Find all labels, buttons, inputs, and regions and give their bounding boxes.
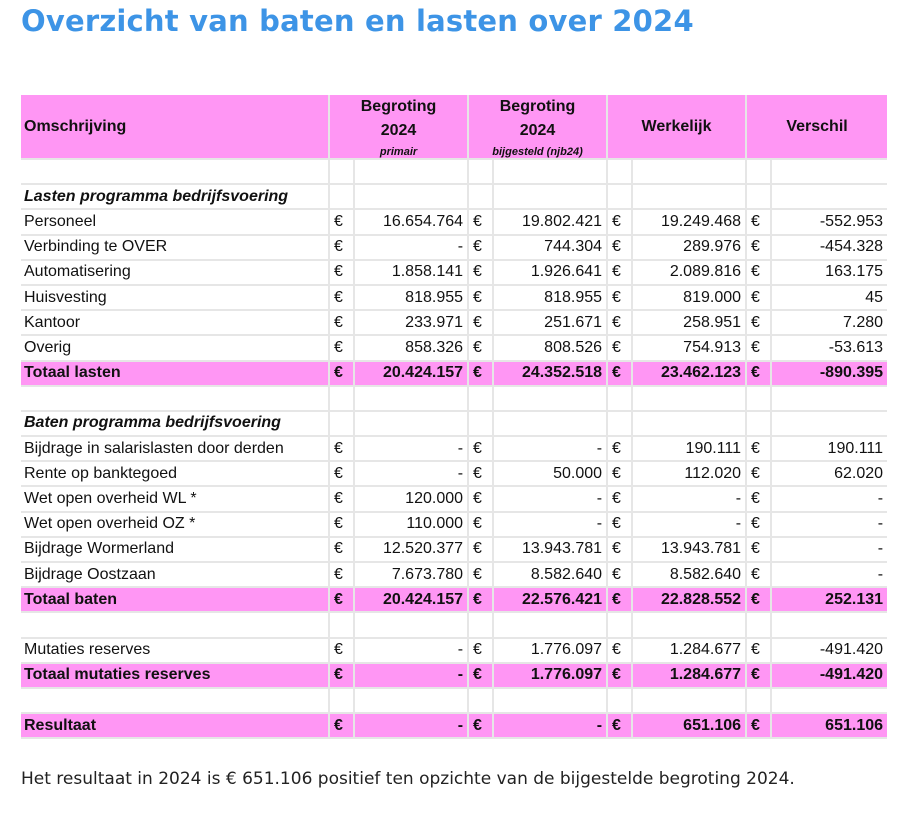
table-row bbox=[21, 638, 887, 663]
row-label: Overig bbox=[21, 335, 329, 360]
currency-symbol: € bbox=[329, 235, 354, 260]
currency-symbol bbox=[607, 688, 632, 713]
table-header-row bbox=[21, 95, 887, 159]
amount-cell: 251.671 bbox=[493, 310, 607, 335]
currency-symbol bbox=[329, 612, 354, 637]
table-row bbox=[21, 260, 887, 285]
amount-cell: 62.020 bbox=[771, 461, 887, 486]
total-row bbox=[21, 587, 887, 612]
result-note: Het resultaat in 2024 is € 651.106 positief ten opzichte van de bijgestelde begroting 2024. bbox=[21, 769, 795, 789]
amount-cell: 163.175 bbox=[771, 260, 887, 285]
row-label: Totaal lasten bbox=[21, 361, 329, 386]
amount-cell: - bbox=[493, 436, 607, 461]
amount-cell bbox=[354, 612, 468, 637]
amount-cell bbox=[771, 411, 887, 436]
amount-cell: 808.526 bbox=[493, 335, 607, 360]
amount-cell: 1.776.097 bbox=[493, 663, 607, 688]
amount-cell: 22.576.421 bbox=[493, 587, 607, 612]
currency-symbol bbox=[607, 612, 632, 637]
row-label bbox=[21, 386, 329, 411]
header-actual bbox=[607, 95, 746, 159]
currency-symbol: € bbox=[329, 663, 354, 688]
amount-cell: 12.520.377 bbox=[354, 537, 468, 562]
row-label: Bijdrage in salarislasten door derden bbox=[21, 436, 329, 461]
currency-symbol bbox=[746, 184, 771, 209]
currency-symbol: € bbox=[468, 562, 493, 587]
header-description: Omschrijving bbox=[21, 95, 329, 159]
amount-cell: 818.955 bbox=[493, 285, 607, 310]
currency-symbol: € bbox=[468, 436, 493, 461]
currency-symbol bbox=[607, 184, 632, 209]
amount-cell: - bbox=[632, 486, 746, 511]
amount-cell bbox=[771, 688, 887, 713]
amount-cell bbox=[632, 411, 746, 436]
header-budget-primary bbox=[329, 95, 468, 159]
total-row bbox=[21, 361, 887, 386]
row-label: Bijdrage Oostzaan bbox=[21, 562, 329, 587]
amount-cell: 7.280 bbox=[771, 310, 887, 335]
amount-cell: 24.352.518 bbox=[493, 361, 607, 386]
currency-symbol: € bbox=[746, 587, 771, 612]
amount-cell bbox=[354, 688, 468, 713]
currency-symbol: € bbox=[746, 260, 771, 285]
blank-row bbox=[21, 159, 887, 184]
amount-cell: 7.673.780 bbox=[354, 562, 468, 587]
amount-cell: - bbox=[771, 562, 887, 587]
table-row bbox=[21, 310, 887, 335]
section-row bbox=[21, 184, 887, 209]
amount-cell: 233.971 bbox=[354, 310, 468, 335]
currency-symbol bbox=[746, 159, 771, 184]
currency-symbol bbox=[468, 159, 493, 184]
amount-cell bbox=[771, 184, 887, 209]
header-budget-primary-sub: primair bbox=[379, 146, 418, 158]
amount-cell: - bbox=[354, 235, 468, 260]
amount-cell: - bbox=[354, 663, 468, 688]
currency-symbol: € bbox=[329, 537, 354, 562]
section-row bbox=[21, 411, 887, 436]
row-label: Totaal mutaties reserves bbox=[21, 663, 329, 688]
total-row bbox=[21, 713, 887, 738]
amount-cell bbox=[771, 612, 887, 637]
amount-cell: 110.000 bbox=[354, 512, 468, 537]
currency-symbol: € bbox=[746, 562, 771, 587]
amount-cell: 19.802.421 bbox=[493, 209, 607, 234]
amount-cell: 1.858.141 bbox=[354, 260, 468, 285]
currency-symbol: € bbox=[468, 310, 493, 335]
currency-symbol bbox=[468, 411, 493, 436]
table-row bbox=[21, 562, 887, 587]
currency-symbol bbox=[468, 184, 493, 209]
amount-cell: -454.328 bbox=[771, 235, 887, 260]
currency-symbol bbox=[607, 159, 632, 184]
financial-table bbox=[21, 95, 887, 739]
currency-symbol: € bbox=[607, 486, 632, 511]
currency-symbol: € bbox=[746, 713, 771, 738]
table-row bbox=[21, 512, 887, 537]
currency-symbol: € bbox=[329, 512, 354, 537]
row-label bbox=[21, 612, 329, 637]
table-row bbox=[21, 235, 887, 260]
amount-cell bbox=[493, 386, 607, 411]
currency-symbol: € bbox=[607, 587, 632, 612]
amount-cell: 13.943.781 bbox=[632, 537, 746, 562]
amount-cell: - bbox=[493, 512, 607, 537]
amount-cell: -53.613 bbox=[771, 335, 887, 360]
currency-symbol: € bbox=[468, 537, 493, 562]
amount-cell bbox=[493, 184, 607, 209]
amount-cell: 651.106 bbox=[771, 713, 887, 738]
amount-cell: 2.089.816 bbox=[632, 260, 746, 285]
amount-cell: - bbox=[771, 486, 887, 511]
currency-symbol: € bbox=[746, 486, 771, 511]
currency-symbol: € bbox=[468, 335, 493, 360]
currency-symbol: € bbox=[746, 285, 771, 310]
blank-row bbox=[21, 688, 887, 713]
currency-symbol: € bbox=[329, 361, 354, 386]
currency-symbol: € bbox=[607, 537, 632, 562]
currency-symbol bbox=[746, 386, 771, 411]
currency-symbol: € bbox=[468, 587, 493, 612]
currency-symbol: € bbox=[746, 537, 771, 562]
amount-cell: - bbox=[354, 461, 468, 486]
amount-cell bbox=[632, 386, 746, 411]
amount-cell bbox=[632, 688, 746, 713]
currency-symbol: € bbox=[607, 638, 632, 663]
header-budget-adjusted bbox=[468, 95, 607, 159]
header-budget-adjusted-line2: 2024 bbox=[519, 122, 556, 139]
blank-row bbox=[21, 612, 887, 637]
row-label bbox=[21, 159, 329, 184]
amount-cell: 858.326 bbox=[354, 335, 468, 360]
currency-symbol bbox=[329, 184, 354, 209]
currency-symbol: € bbox=[329, 335, 354, 360]
currency-symbol bbox=[468, 386, 493, 411]
currency-symbol bbox=[746, 688, 771, 713]
currency-symbol: € bbox=[329, 713, 354, 738]
row-label: Totaal baten bbox=[21, 587, 329, 612]
amount-cell: 258.951 bbox=[632, 310, 746, 335]
amount-cell bbox=[632, 612, 746, 637]
amount-cell: - bbox=[493, 713, 607, 738]
row-label: Resultaat bbox=[21, 713, 329, 738]
amount-cell: 16.654.764 bbox=[354, 209, 468, 234]
amount-cell bbox=[493, 159, 607, 184]
amount-cell bbox=[354, 411, 468, 436]
amount-cell: 744.304 bbox=[493, 235, 607, 260]
header-difference bbox=[746, 95, 887, 159]
row-label: Personeel bbox=[21, 209, 329, 234]
row-label: Kantoor bbox=[21, 310, 329, 335]
amount-cell bbox=[354, 184, 468, 209]
currency-symbol bbox=[746, 612, 771, 637]
currency-symbol: € bbox=[329, 587, 354, 612]
table-row bbox=[21, 335, 887, 360]
amount-cell bbox=[354, 386, 468, 411]
amount-cell: 13.943.781 bbox=[493, 537, 607, 562]
amount-cell: 1.284.677 bbox=[632, 638, 746, 663]
amount-cell: 1.776.097 bbox=[493, 638, 607, 663]
header-budget-adjusted-line1: Begroting bbox=[499, 98, 576, 115]
amount-cell: 252.131 bbox=[771, 587, 887, 612]
total-row bbox=[21, 663, 887, 688]
table-row bbox=[21, 209, 887, 234]
currency-symbol: € bbox=[607, 235, 632, 260]
amount-cell: - bbox=[771, 537, 887, 562]
amount-cell: -491.420 bbox=[771, 638, 887, 663]
amount-cell: -552.953 bbox=[771, 209, 887, 234]
currency-symbol: € bbox=[607, 663, 632, 688]
currency-symbol: € bbox=[329, 209, 354, 234]
row-label: Verbinding te OVER bbox=[21, 235, 329, 260]
table-row bbox=[21, 285, 887, 310]
currency-symbol bbox=[607, 411, 632, 436]
amount-cell: 50.000 bbox=[493, 461, 607, 486]
currency-symbol: € bbox=[746, 209, 771, 234]
row-label: Lasten programma bedrijfsvoering bbox=[21, 184, 329, 209]
currency-symbol: € bbox=[468, 512, 493, 537]
currency-symbol: € bbox=[468, 209, 493, 234]
currency-symbol: € bbox=[746, 638, 771, 663]
currency-symbol: € bbox=[746, 461, 771, 486]
currency-symbol: € bbox=[607, 285, 632, 310]
currency-symbol: € bbox=[329, 260, 354, 285]
currency-symbol: € bbox=[607, 310, 632, 335]
page-title: Overzicht van baten en lasten over 2024 bbox=[21, 4, 694, 38]
amount-cell: - bbox=[354, 436, 468, 461]
currency-symbol: € bbox=[329, 486, 354, 511]
amount-cell: -491.420 bbox=[771, 663, 887, 688]
amount-cell bbox=[493, 688, 607, 713]
currency-symbol: € bbox=[746, 335, 771, 360]
currency-symbol bbox=[329, 411, 354, 436]
currency-symbol: € bbox=[746, 235, 771, 260]
amount-cell: 818.955 bbox=[354, 285, 468, 310]
amount-cell: 1.284.677 bbox=[632, 663, 746, 688]
currency-symbol: € bbox=[329, 285, 354, 310]
amount-cell: 23.462.123 bbox=[632, 361, 746, 386]
currency-symbol bbox=[607, 386, 632, 411]
header-difference-label: Verschil bbox=[786, 117, 848, 135]
currency-symbol: € bbox=[329, 638, 354, 663]
amount-cell: 45 bbox=[771, 285, 887, 310]
row-label: Mutaties reserves bbox=[21, 638, 329, 663]
amount-cell: 22.828.552 bbox=[632, 587, 746, 612]
amount-cell: 754.913 bbox=[632, 335, 746, 360]
currency-symbol bbox=[329, 688, 354, 713]
amount-cell: 19.249.468 bbox=[632, 209, 746, 234]
header-budget-primary-line2: 2024 bbox=[380, 122, 417, 139]
currency-symbol: € bbox=[746, 310, 771, 335]
header-budget-primary-line1: Begroting bbox=[360, 98, 437, 115]
currency-symbol: € bbox=[607, 562, 632, 587]
currency-symbol: € bbox=[468, 461, 493, 486]
amount-cell: 190.111 bbox=[632, 436, 746, 461]
amount-cell bbox=[632, 184, 746, 209]
amount-cell: 20.424.157 bbox=[354, 361, 468, 386]
currency-symbol: € bbox=[607, 260, 632, 285]
currency-symbol: € bbox=[329, 310, 354, 335]
currency-symbol: € bbox=[329, 562, 354, 587]
table-row bbox=[21, 486, 887, 511]
row-label: Automatisering bbox=[21, 260, 329, 285]
amount-cell bbox=[493, 411, 607, 436]
row-label: Wet open overheid WL * bbox=[21, 486, 329, 511]
amount-cell bbox=[771, 159, 887, 184]
table-row bbox=[21, 461, 887, 486]
table-row bbox=[21, 537, 887, 562]
currency-symbol bbox=[329, 386, 354, 411]
currency-symbol bbox=[468, 612, 493, 637]
header-actual-label: Werkelijk bbox=[641, 117, 712, 135]
amount-cell: 190.111 bbox=[771, 436, 887, 461]
currency-symbol: € bbox=[607, 512, 632, 537]
currency-symbol: € bbox=[329, 436, 354, 461]
currency-symbol bbox=[329, 159, 354, 184]
amount-cell: - bbox=[354, 713, 468, 738]
row-label bbox=[21, 688, 329, 713]
row-label: Huisvesting bbox=[21, 285, 329, 310]
currency-symbol: € bbox=[468, 486, 493, 511]
amount-cell bbox=[771, 386, 887, 411]
currency-symbol: € bbox=[329, 461, 354, 486]
amount-cell bbox=[493, 612, 607, 637]
currency-symbol: € bbox=[468, 235, 493, 260]
currency-symbol: € bbox=[468, 260, 493, 285]
currency-symbol: € bbox=[746, 663, 771, 688]
row-label: Baten programma bedrijfsvoering bbox=[21, 411, 329, 436]
amount-cell: 1.926.641 bbox=[493, 260, 607, 285]
currency-symbol: € bbox=[607, 436, 632, 461]
amount-cell: - bbox=[354, 638, 468, 663]
amount-cell: - bbox=[493, 486, 607, 511]
currency-symbol: € bbox=[746, 512, 771, 537]
amount-cell: -890.395 bbox=[771, 361, 887, 386]
amount-cell: 8.582.640 bbox=[632, 562, 746, 587]
blank-row bbox=[21, 386, 887, 411]
row-label: Bijdrage Wormerland bbox=[21, 537, 329, 562]
currency-symbol: € bbox=[746, 361, 771, 386]
amount-cell: - bbox=[771, 512, 887, 537]
amount-cell: 8.582.640 bbox=[493, 562, 607, 587]
currency-symbol: € bbox=[607, 335, 632, 360]
currency-symbol bbox=[468, 688, 493, 713]
amount-cell: 20.424.157 bbox=[354, 587, 468, 612]
currency-symbol bbox=[746, 411, 771, 436]
row-label: Wet open overheid OZ * bbox=[21, 512, 329, 537]
currency-symbol: € bbox=[468, 285, 493, 310]
row-label: Rente op banktegoed bbox=[21, 461, 329, 486]
currency-symbol: € bbox=[607, 713, 632, 738]
header-budget-adjusted-sub: bijgesteld (njb24) bbox=[492, 146, 583, 158]
table-row bbox=[21, 436, 887, 461]
amount-cell bbox=[632, 159, 746, 184]
currency-symbol: € bbox=[607, 209, 632, 234]
amount-cell: - bbox=[632, 512, 746, 537]
amount-cell bbox=[354, 159, 468, 184]
currency-symbol: € bbox=[746, 436, 771, 461]
currency-symbol: € bbox=[607, 361, 632, 386]
amount-cell: 819.000 bbox=[632, 285, 746, 310]
amount-cell: 289.976 bbox=[632, 235, 746, 260]
currency-symbol: € bbox=[468, 713, 493, 738]
currency-symbol: € bbox=[468, 638, 493, 663]
amount-cell: 651.106 bbox=[632, 713, 746, 738]
amount-cell: 112.020 bbox=[632, 461, 746, 486]
currency-symbol: € bbox=[607, 461, 632, 486]
currency-symbol: € bbox=[468, 663, 493, 688]
amount-cell: 120.000 bbox=[354, 486, 468, 511]
currency-symbol: € bbox=[468, 361, 493, 386]
